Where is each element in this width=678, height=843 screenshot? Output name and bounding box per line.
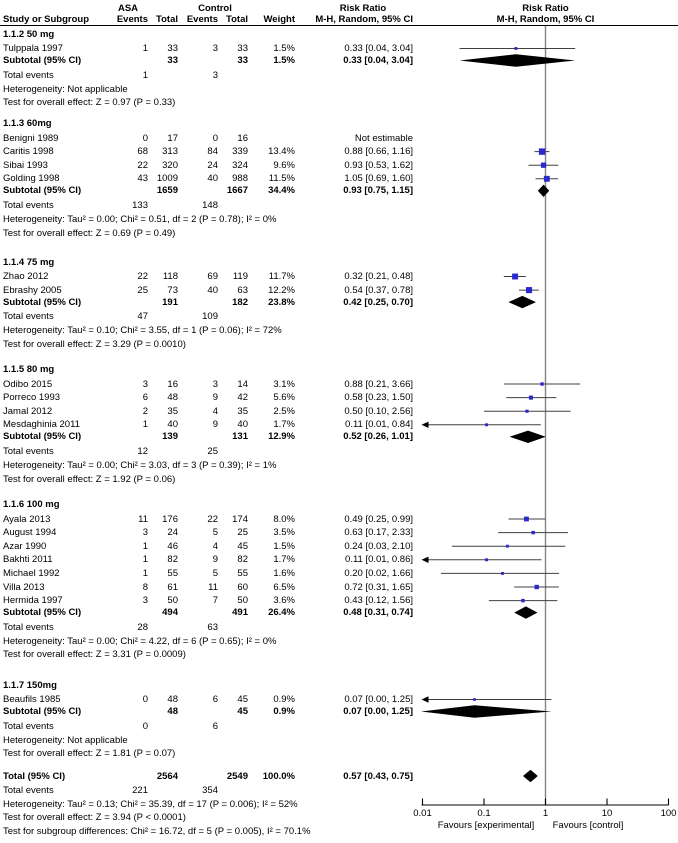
total-events-label: Total events	[3, 784, 54, 796]
total1-cell: 1659	[156, 185, 178, 197]
ci-text-cell: 0.63 [0.17, 2.33]	[344, 527, 413, 539]
total2-cell: 35	[237, 405, 248, 417]
ci-text-cell: 0.93 [0.75, 1.15]	[343, 185, 413, 197]
events1-cell: 1	[142, 554, 148, 566]
study-row	[0, 513, 678, 526]
ci-text-cell: 0.49 [0.25, 0.99]	[344, 513, 413, 525]
events1-cell: 1	[142, 540, 148, 552]
weight-cell: 100.0%	[262, 770, 295, 782]
heterogeneity-note: Heterogeneity: Not applicable	[3, 734, 128, 746]
weight-cell: 1.7%	[273, 554, 295, 566]
events2-cell: 84	[207, 146, 218, 158]
weight-cell: 8.0%	[273, 513, 295, 525]
events1-cell: 0	[142, 720, 148, 732]
total2-cell: 119	[232, 271, 248, 282]
total2-cell: 25	[237, 527, 248, 539]
axis-tick-label: 0.1	[477, 808, 491, 819]
total1-cell: 1009	[156, 173, 178, 185]
ci-text-cell: 0.07 [0.00, 1.25]	[344, 694, 413, 705]
section-label: 1.1.5 80 mg	[3, 364, 55, 375]
ci-text-cell: 0.72 [0.31, 1.65]	[344, 581, 413, 593]
events1-column-header: Events	[116, 14, 148, 25]
heterogeneity-row	[0, 83, 678, 96]
study-column-header: Study or Subgroup	[3, 14, 90, 25]
overall-effect-row	[0, 648, 678, 661]
study-name-cell: Golding 1998	[3, 173, 60, 185]
total2-cell: 42	[237, 392, 248, 404]
overall-effect-note: Test for overall effect: Z = 0.97 (P = 0.33)	[3, 97, 176, 109]
favours-control-label: Favours [control]	[552, 820, 624, 831]
weight-cell: 0.9%	[273, 694, 295, 705]
events2-cell: 5	[212, 567, 218, 579]
events1-cell: 43	[137, 173, 148, 185]
subtotal-row	[0, 705, 678, 718]
total2-cell: 45	[237, 540, 248, 552]
section-header-row	[0, 117, 678, 130]
overall-effect-row	[0, 227, 678, 240]
study-row	[0, 378, 678, 391]
ci-text-cell: 0.52 [0.26, 1.01]	[343, 431, 413, 443]
study-name-cell: Beaufils 1985	[3, 694, 61, 705]
ci-text-cell: 0.32 [0.21, 0.48]	[344, 271, 413, 282]
subtotal-row	[0, 296, 678, 309]
total1-cell: 139	[162, 431, 178, 443]
total-events-row	[0, 720, 678, 733]
subtotal-label: Subtotal (95% CI)	[3, 55, 82, 66]
ci-text-cell: 0.50 [0.10, 2.56]	[344, 405, 413, 417]
overall-effect-row	[0, 338, 678, 351]
events1-cell: 28	[137, 621, 148, 633]
events1-cell: 3	[142, 378, 148, 390]
events2-cell: 354	[202, 784, 218, 796]
total1-column-header: Total	[156, 14, 178, 25]
events1-cell: 12	[137, 445, 148, 457]
subtotal-label: Subtotal (95% CI)	[3, 607, 82, 619]
weight-cell: 26.4%	[268, 607, 295, 619]
overall-effect-row	[0, 473, 678, 486]
section-label: 1.1.7 150mg	[3, 679, 57, 691]
events2-cell: 9	[212, 419, 218, 431]
events1-cell: 0	[142, 694, 148, 705]
ci-text-cell: 0.54 [0.37, 0.78]	[344, 284, 413, 296]
weight-column-header: Weight	[263, 14, 295, 25]
section-label: 1.1.3 60mg	[3, 118, 52, 129]
study-row	[0, 581, 678, 594]
heterogeneity-note: Heterogeneity: Tau² = 0.00; Chi² = 0.51, df = 2 (P = 0.78); I² = 0%	[3, 213, 277, 225]
ci-text-cell: 0.20 [0.02, 1.66]	[344, 567, 413, 579]
total2-cell: 60	[237, 581, 248, 593]
total1-cell: 48	[167, 694, 178, 705]
events1-cell: 0	[142, 132, 148, 144]
study-name-cell: August 1994	[3, 527, 57, 539]
total-events-row	[0, 69, 678, 82]
axis-tick-label: 1	[542, 808, 549, 819]
events2-cell: 3	[212, 43, 218, 54]
total-events-label: Total events	[3, 445, 54, 457]
total-events-row	[0, 621, 678, 634]
events2-cell: 4	[212, 540, 218, 552]
ci-text-cell: 0.58 [0.23, 1.50]	[344, 392, 413, 404]
study-row	[0, 567, 678, 580]
weight-cell: 1.5%	[273, 540, 295, 552]
events2-cell: 148	[202, 199, 218, 211]
ci-text-cell: Not estimable	[354, 132, 413, 144]
ci-text-cell: 0.33 [0.04, 3.04]	[343, 55, 413, 66]
events2-cell: 11	[208, 581, 218, 593]
ci-text-cell: 0.33 [0.04, 3.04]	[344, 43, 413, 54]
section-header-row	[0, 28, 678, 41]
subtotal-label: Subtotal (95% CI)	[3, 706, 82, 717]
total2-cell: 40	[237, 419, 248, 431]
heterogeneity-row	[0, 734, 678, 747]
total2-cell: 50	[237, 595, 248, 607]
method-header-left: M-H, Random, 95% CI	[315, 14, 413, 25]
heterogeneity-note: Heterogeneity: Tau² = 0.10; Chi² = 3.55, df = 1 (P = 0.06); I² = 72%	[3, 325, 282, 337]
weight-cell: 23.8%	[268, 296, 295, 308]
study-row	[0, 526, 678, 539]
study-name-cell: Odibo 2015	[3, 378, 53, 390]
study-name-cell: Bakhti 2011	[3, 554, 53, 566]
subtotal-label: Subtotal (95% CI)	[3, 431, 82, 443]
total2-cell: 14	[237, 378, 248, 390]
total1-cell: 48	[167, 706, 178, 717]
heterogeneity-row	[0, 635, 678, 648]
section-header-row	[0, 498, 678, 511]
study-row	[0, 540, 678, 553]
total2-cell: 55	[237, 567, 248, 579]
events2-cell: 63	[207, 621, 218, 633]
total1-cell: 320	[162, 159, 178, 171]
events2-cell: 40	[207, 173, 218, 185]
section-header-row	[0, 679, 678, 692]
ci-text-cell: 0.42 [0.25, 0.70]	[343, 296, 413, 308]
effect-measure-header-plot: Risk Ratio	[522, 3, 569, 14]
overall-effect-note: Test for overall effect: Z = 3.94 (P < 0.0001)	[3, 812, 186, 823]
events2-cell: 6	[212, 694, 218, 705]
overall-effect-note: Test for overall effect: Z = 1.92 (P = 0.06)	[3, 473, 176, 485]
overall-effect-note: Test for overall effect: Z = 3.31 (P = 0.0009)	[3, 649, 186, 661]
subtotal-row	[0, 54, 678, 67]
total1-cell: 35	[167, 405, 178, 417]
total1-cell: 2564	[156, 770, 178, 782]
study-row	[0, 405, 678, 418]
heterogeneity-note: Heterogeneity: Tau² = 0.00; Chi² = 4.22, df = 6 (P = 0.65); I² = 0%	[3, 635, 277, 647]
total1-cell: 17	[167, 132, 178, 144]
events2-column-header: Events	[186, 14, 218, 25]
study-name-cell: Ebrashy 2005	[3, 284, 62, 296]
weight-cell: 0.9%	[273, 706, 295, 717]
events1-cell: 221	[132, 784, 148, 796]
events1-cell: 1	[142, 43, 148, 54]
heterogeneity-row	[0, 798, 678, 811]
overall-effect-note: Test for overall effect: Z = 0.69 (P = 0.49)	[3, 227, 176, 239]
events1-cell: 22	[137, 159, 148, 171]
events1-cell: 133	[132, 199, 148, 211]
events1-cell: 2	[142, 405, 148, 417]
ci-text-cell: 0.88 [0.66, 1.16]	[344, 146, 413, 158]
weight-cell: 11.7%	[268, 271, 295, 282]
events1-cell: 6	[142, 392, 148, 404]
heterogeneity-row	[0, 459, 678, 472]
events1-cell: 22	[137, 271, 148, 282]
heterogeneity-note: Heterogeneity: Tau² = 0.13; Chi² = 35.39, df = 17 (P = 0.006); I² = 52%	[3, 798, 298, 810]
subtotal-row	[0, 430, 678, 443]
total-row	[0, 770, 678, 783]
total2-cell: 324	[232, 159, 248, 171]
total2-cell: 82	[237, 554, 248, 566]
events2-cell: 7	[212, 595, 218, 607]
ci-text-cell: 1.05 [0.69, 1.60]	[344, 173, 413, 185]
section-header-row	[0, 256, 678, 269]
events1-cell: 3	[142, 527, 148, 539]
group1-header: ASA	[117, 3, 139, 14]
weight-cell: 5.6%	[273, 392, 295, 404]
study-row	[0, 159, 678, 172]
weight-cell: 3.6%	[273, 595, 295, 607]
total2-cell: 182	[232, 296, 248, 308]
weight-cell: 1.5%	[273, 55, 295, 66]
subtotal-label: Subtotal (95% CI)	[3, 296, 82, 308]
study-row	[0, 270, 678, 283]
study-name-cell: Michael 1992	[3, 567, 60, 579]
total1-cell: 40	[167, 419, 178, 431]
total-events-label: Total events	[3, 311, 54, 323]
total2-cell: 988	[232, 173, 248, 185]
overall-effect-row	[0, 811, 678, 824]
section-label: 1.1.6 100 mg	[3, 499, 60, 510]
total1-cell: 33	[167, 55, 178, 66]
events1-cell: 1	[142, 419, 148, 431]
events2-cell: 3	[212, 378, 218, 390]
events1-cell: 25	[137, 284, 148, 296]
study-name-cell: Villa 2013	[3, 581, 45, 593]
ci-text-cell: 0.11 [0.01, 0.84]	[345, 419, 413, 431]
study-name-cell: Hermida 1997	[3, 595, 63, 607]
total2-cell: 491	[232, 607, 248, 619]
weight-cell: 2.5%	[273, 405, 295, 417]
total2-cell: 1667	[226, 185, 248, 197]
weight-cell: 6.5%	[273, 581, 295, 593]
study-name-cell: Jamal 2012	[3, 405, 53, 417]
ci-text-cell: 0.88 [0.21, 3.66]	[344, 378, 413, 390]
total1-cell: 118	[162, 271, 178, 282]
subgroup-test-row	[0, 825, 678, 838]
total-events-row	[0, 445, 678, 458]
study-name-cell: Tulppala 1997	[3, 43, 63, 54]
total-events-row	[0, 310, 678, 323]
overall-effect-note: Test for overall effect: Z = 1.81 (P = 0.07)	[3, 748, 176, 760]
overall-effect-row	[0, 747, 678, 760]
study-name-cell: Benigni 1989	[3, 132, 59, 144]
events2-cell: 3	[212, 69, 218, 81]
heterogeneity-note: Heterogeneity: Tau² = 0.00; Chi² = 3.03, df = 3 (P = 0.39); I² = 1%	[3, 459, 277, 471]
heterogeneity-note: Heterogeneity: Not applicable	[3, 83, 128, 95]
heterogeneity-row	[0, 213, 678, 226]
events1-cell: 1	[142, 567, 148, 579]
section-label: 1.1.4 75 mg	[3, 256, 55, 268]
ci-text-cell: 0.24 [0.03, 2.10]	[344, 540, 413, 552]
total1-cell: 48	[167, 392, 178, 404]
weight-cell: 9.6%	[273, 159, 295, 171]
subtotal-row	[0, 184, 678, 197]
weight-cell: 12.2%	[268, 284, 295, 296]
ci-text-cell: 0.57 [0.43, 0.75]	[343, 770, 413, 782]
total1-cell: 50	[167, 595, 178, 607]
events2-cell: 25	[207, 445, 218, 457]
total-label: Total (95% CI)	[3, 770, 66, 782]
events2-cell: 40	[207, 284, 218, 296]
total-events-row	[0, 199, 678, 212]
events2-cell: 69	[207, 271, 218, 282]
section-header-row	[0, 363, 678, 376]
subgroup-test-note: Test for subgroup differences: Chi² = 16.72, df = 5 (P = 0.005), I² = 70.1%	[3, 825, 311, 837]
events2-cell: 109	[202, 311, 218, 323]
total1-cell: 46	[167, 540, 178, 552]
total-events-label: Total events	[3, 720, 54, 732]
total1-cell: 16	[167, 378, 178, 390]
total-events-row	[0, 784, 678, 797]
events1-cell: 11	[138, 513, 148, 525]
weight-cell: 12.9%	[268, 431, 295, 443]
total2-cell: 174	[232, 513, 248, 525]
effect-measure-header-left: Risk Ratio	[339, 3, 387, 14]
events1-cell: 3	[142, 595, 148, 607]
weight-cell: 1.6%	[273, 567, 295, 579]
study-name-cell: Porreco 1993	[3, 392, 61, 404]
total1-cell: 33	[167, 43, 178, 54]
total1-cell: 55	[167, 567, 178, 579]
study-name-cell: Mesdaghinia 2011	[3, 419, 80, 431]
events1-cell: 8	[142, 581, 148, 593]
group2-header: Control	[198, 3, 232, 14]
total1-cell: 61	[167, 581, 178, 593]
study-name-cell: Azar 1990	[3, 540, 47, 552]
events2-cell: 5	[212, 527, 218, 539]
study-name-cell: Ayala 2013	[3, 513, 51, 525]
total2-cell: 16	[237, 132, 248, 144]
favours-experimental-label: Favours [experimental]	[437, 820, 535, 831]
study-name-cell: Caritis 1998	[3, 146, 54, 158]
total1-cell: 82	[167, 554, 178, 566]
subtotal-row	[0, 606, 678, 619]
weight-cell: 34.4%	[268, 185, 295, 197]
ci-text-cell: 0.93 [0.53, 1.62]	[344, 159, 413, 171]
weight-cell: 3.5%	[273, 527, 295, 539]
study-row	[0, 132, 678, 145]
ci-text-cell: 0.48 [0.31, 0.74]	[343, 607, 413, 619]
weight-cell: 11.5%	[268, 173, 295, 185]
subtotal-label: Subtotal (95% CI)	[3, 185, 82, 197]
events2-cell: 9	[212, 392, 218, 404]
ci-text-cell: 0.07 [0.00, 1.25]	[343, 706, 413, 717]
events1-cell: 1	[142, 69, 148, 81]
total1-cell: 73	[167, 284, 178, 296]
total1-cell: 176	[162, 513, 178, 525]
axis-tick-label: 100	[660, 808, 677, 819]
total-events-label: Total events	[3, 69, 54, 81]
total2-cell: 45	[237, 706, 248, 717]
total2-cell: 131	[232, 431, 248, 443]
overall-effect-note: Test for overall effect: Z = 3.29 (P = 0.0010)	[3, 338, 186, 350]
section-label: 1.1.2 50 mg	[3, 28, 55, 40]
method-header-plot: M-H, Random, 95% CI	[496, 14, 595, 25]
events2-cell: 4	[212, 405, 218, 417]
total2-cell: 339	[232, 146, 248, 158]
total-events-label: Total events	[3, 621, 54, 633]
total2-cell: 63	[237, 284, 248, 296]
weight-cell: 1.7%	[273, 419, 295, 431]
events1-cell: 47	[137, 311, 148, 323]
ci-text-cell: 0.11 [0.01, 0.86]	[345, 554, 413, 566]
study-row	[0, 391, 678, 404]
total2-cell: 2549	[226, 770, 248, 782]
weight-cell: 3.1%	[273, 378, 295, 390]
events2-cell: 9	[212, 554, 218, 566]
study-row	[0, 553, 678, 566]
ci-text-cell: 0.43 [0.12, 1.56]	[344, 595, 413, 607]
study-row	[0, 145, 678, 158]
weight-cell: 13.4%	[268, 146, 295, 158]
events2-cell: 24	[207, 159, 218, 171]
total-events-label: Total events	[3, 199, 54, 211]
total2-cell: 33	[237, 55, 248, 66]
axis-tick-label: 0.01	[413, 808, 432, 819]
total1-cell: 191	[162, 296, 178, 308]
total2-column-header: Total	[226, 14, 248, 25]
weight-cell: 1.5%	[273, 43, 295, 54]
events1-cell: 68	[137, 146, 148, 158]
total2-cell: 33	[237, 43, 248, 54]
events2-cell: 0	[212, 132, 218, 144]
overall-effect-row	[0, 96, 678, 109]
total1-cell: 494	[162, 607, 178, 619]
total1-cell: 24	[167, 527, 178, 539]
total2-cell: 45	[237, 694, 248, 705]
events2-cell: 22	[207, 513, 218, 525]
study-name-cell: Sibai 1993	[3, 159, 48, 171]
study-name-cell: Zhao 2012	[3, 271, 49, 282]
events2-cell: 6	[212, 720, 218, 732]
heterogeneity-row	[0, 324, 678, 337]
axis-tick-label: 10	[601, 808, 613, 819]
total1-cell: 313	[162, 146, 178, 158]
